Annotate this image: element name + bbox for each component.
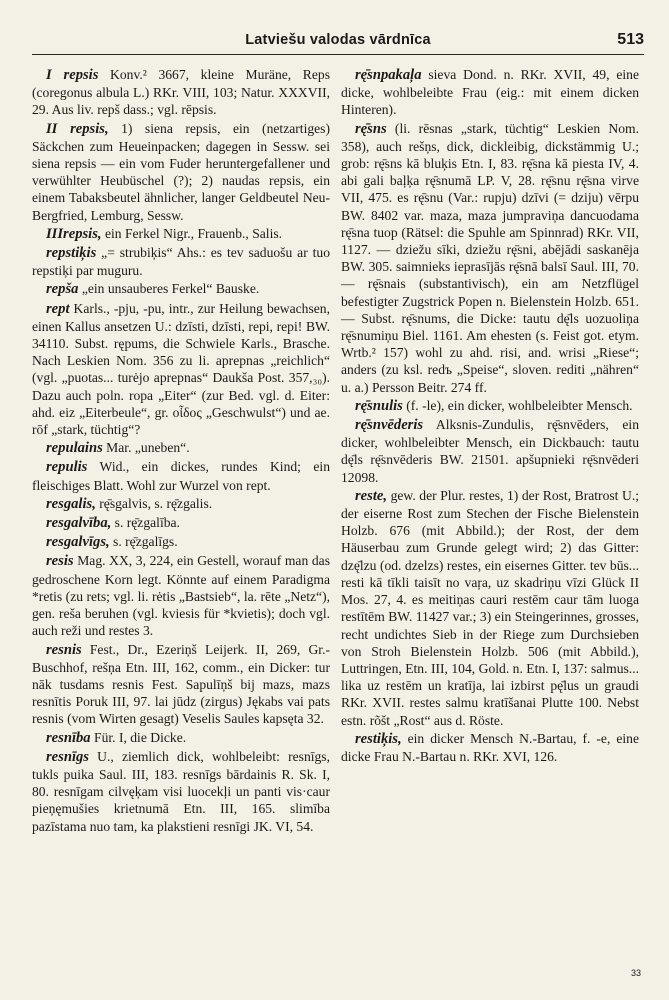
entry-headword: II repsis, [46, 120, 109, 137]
header-rule [32, 54, 644, 55]
entry-text: ein Ferkel Nigr., Frauenb., Salis. [101, 225, 283, 241]
page-header [32, 30, 644, 52]
entry-headword: repša [46, 281, 79, 298]
entry-headword: resis [46, 553, 74, 570]
entry-headword: resgalvīgs, [46, 534, 110, 551]
entry-headword: rę̄sns [355, 120, 387, 137]
entry-headword: rę̄snpakaļa [355, 67, 422, 83]
dictionary-entry [32, 748, 330, 835]
dictionary-entry [32, 280, 330, 298]
dictionary-entry [341, 120, 639, 396]
entry-headword: reste, [355, 487, 388, 504]
entry-headword: IIIrepsis, [46, 225, 102, 242]
dictionary-entry [32, 300, 330, 439]
entry-text: Fest., Dr., Ezeriņš Leijerk. II, 269, Gr.-Buschhof, rešņa Etn. III, 162, comm., ein Dicker: tur nāk tusdams resnis Fest. Sapulīņš bij mazs, mazs resnītis Poruk III, 97. lai jūdz (zirgus) Jękabs vai pats resnis (vom Wirten gesagt) Veselis Saules kapsęta 32. [32, 641, 330, 727]
dictionary-entry [32, 514, 330, 532]
entry-text: s. rę̄zgalīgs. [109, 534, 178, 550]
entry-text: 1) siena repsis, ein (netzartiges) Säckchen zum Heueinpacken; dagegen in Sessw. sei siena repsis — ein vom Fuder heruntergefallener und verwühlter Heubüschel (?); 2) naudas repsis, ein einem Tabaksbeutel ähnlicher, langer Geldbeutel Neu-Bergfried, Lemburg, Sessw. [32, 120, 330, 223]
entry-text: Konv.² 3667, kleine Muräne, Reps (coregonus albula L.) RKr. VIII, 103; Natur. XXXVII, 29. Aus liv. repš dass.; vgl. rēpsis. [32, 67, 330, 118]
entry-text: Für. I, die Dicke. [90, 729, 187, 745]
dictionary-entry [341, 66, 639, 119]
entry-headword: resnīgs [46, 748, 89, 765]
entry-headword: rę̄snulis [355, 397, 403, 414]
entry-text: Wid., ein dickes, rundes Kind; ein fleischiges Blatt. Wohl zur Wurzel von rept. [32, 459, 330, 493]
page-number: 513 [617, 31, 644, 48]
entry-text: gew. der Plur. restes, 1) der Rost, Bratrost U.; der eiserne Rost zum Stechen der Fische Bielenstein Holzb. 676 (mit Abbild.); der Rost, der dem Häuserbau zum Grunde gelegt wird; 2) das Gitter: dzę̄lzu (od. dzelzs) restes, ein eisernes Gitter. tev būs... resti kā tīkli taisīt no vaŗa, uz skadriņu vīzi Glück II Mos. 27, 4. es meitiņas cauri restēm caur tām luoga restītēm BW. 11427 var.; 3) ein Steingerinnes, grosses, recht undichtes Sieb in der Riege zum Durchsieben von Stroh Bielenstein Holzb. 506 (mit Abbild.), Luttringen, Etn. III, 104, Gold. n. Etn. I, 137: salmus... lika uz restēm un kratīja, lai izbirst pę̄lus un graudi RKr. XVII. restes salmu kratīšanai Plutte 100. Nebst estn. rõšt „Rost“ aus d. Röste. [341, 487, 639, 728]
dictionary-entry [32, 66, 330, 119]
dictionary-entry [32, 552, 330, 639]
dictionary-entry [341, 730, 639, 765]
dictionary-entry [32, 533, 330, 551]
dictionary-entry [32, 244, 330, 279]
dictionary-entry [32, 641, 330, 728]
dictionary-entry [32, 729, 330, 747]
entry-text: „ein unsauberes Ferkel“ Bauske. [78, 281, 260, 297]
dictionary-entry [32, 495, 330, 513]
entry-text: Mag. XX, 3, 224, ein Gestell, worauf man das gedroschene Korn legt. Könnte auf einem Paradigma *retis (zu rets; vgl. li. rėtis „Bastsieb“, la. rēte „Netz“), gen. reša beruhen (vgl. kviesis für *kvietis); doch vgl. auch reži und restes 3. [32, 553, 330, 639]
entry-headword: resnība [46, 729, 91, 746]
entry-text: U., ziemlich dick, wohlbeleibt: resnīgs, tukls puika Saul. III, 183. resnīgs bārdainis R. Sk. I, 80. resnīgam cilvęķam visi luocekļi un panti vis·caur pieņęmušies krietnumā Etn. III, 165. slimība pazīstama nuo tam, ka plakstieni resnīgi JK. VI, 54. [32, 748, 330, 834]
entry-text: (li. rēsnas „stark, tüchtig“ Leskien Nom. 358), auch rešņs, dick, dickleibig, dickstämmig U.; grob: rę̄sns kā bluķis Etn. I, 83. rę̄sna kā piesta IV, 4. abi gali baļķa rę̄snumā LP. V, 28. rę̄snu rę̄sna virve VII, 475. es rę̄snu (Var.: rupju) dzīvi (= dziju) vērpu BW. 8402 var. maza, maza jumpraviņa dancuodama rę̄sna tuop (Rätsel: die Spuhle am Spinnrad) RKr. VII, 1127. — dziežu sīki, dziežu rę̄sni, abējādi saskanēja BW. 305. saimnieks ieprasījās rę̄snā balsī Saul. III, 70. — rę̄snais (substantivisch), ein am Netzflügel befestigter Zugstrick Popen n. Bielenstein Holzb. 651. — Subst. rę̄snums, die Dicke: tautu dę̄ls uozuoliņa rę̄snumiņu Biel. 1161. Am ehesten (s. Feist got. etym. Wrtb.² 157) wohl zu ahd. risi, and. wrisi „Riese“; anders (zu ksl. redъ „Speise“, sloven. rediti „nähren“ u. a.) Persson Beitr. 274 ff. [341, 120, 639, 395]
dictionary-entry [32, 458, 330, 493]
entry-text: rę̄sgalvis, s. rę̄zgalis. [95, 495, 213, 511]
entry-text: Alksnis-Zundulis, rę̄snvēders, ein dicker, wohlbeleibter Mensch, ein Dickbauch: tautu dę̄ls rę̄snvēderis BW. 21501. apšupnieki rę̄snvēderi 12098. [341, 417, 639, 485]
entry-text: ein dicker Mensch N.-Bartau, f. -e, eine dicke Frau N.-Bartau n. RKr. XVI, 126. [341, 730, 639, 764]
entry-text: (f. -le), ein dicker, wohlbeleibter Mensch. [402, 397, 633, 413]
entry-text: s. rę̄zgalība. [111, 515, 180, 531]
dictionary-entry [32, 439, 330, 457]
entry-headword: I repsis [46, 67, 99, 83]
running-title: Latviešu valodas vārdnīca [245, 32, 431, 48]
entry-headword: repulains [46, 440, 103, 457]
sheet-signature: 33 [630, 968, 641, 978]
entry-headword: rept [46, 300, 70, 317]
dictionary-entry [32, 225, 330, 243]
dictionary-entry [341, 487, 639, 729]
left-column [32, 66, 330, 836]
entry-headword: repulis [46, 459, 88, 476]
entry-headword: restiķis, [355, 730, 402, 747]
entry-headword: repstiķis [46, 245, 97, 262]
entry-headword: resnis [46, 641, 82, 658]
right-column [341, 66, 639, 766]
dictionary-entry [341, 397, 639, 415]
entry-text: Karls., -pju, -pu, intr., zur Heilung bewachsen, einen Kallus ansetzen U.: dzīsti, dzīsti, repi, repi! BW. 34110. Subst. rępums, die Schwiele Karls., Brasche. Nach Leskien Nom. 356 zu li. aprepnas „reichlich“ (vgl. „puotas... turėjo aprepnas“ Daukša Post. 357,₃₀). Dazu auch poln. ropa „Eiter“ (zur Bed. vgl. d. Eiter: ahd. eiz „Eiterbeule“, gr. οἶδος „Geschwulst“) und ae. rōf „stark, tüchtig“? [32, 300, 330, 438]
entry-text: Mar. „uneben“. [102, 440, 190, 456]
entry-text: „= strubiķis“ Ahs.: es tev saduošu ar tuo repstiķi par muguru. [32, 245, 330, 279]
entry-headword: resgalvība, [46, 515, 112, 532]
entry-text: sieva Dond. n. RKr. XVII, 49, eine dicke, wohlbeleibte Frau (eig.: mit einem dicken Hinteren). [341, 67, 639, 118]
entry-headword: rę̄snvēderis [355, 417, 424, 434]
entry-headword: resgalis, [46, 495, 96, 512]
dictionary-entry [32, 120, 330, 224]
dictionary-entry [341, 416, 639, 486]
